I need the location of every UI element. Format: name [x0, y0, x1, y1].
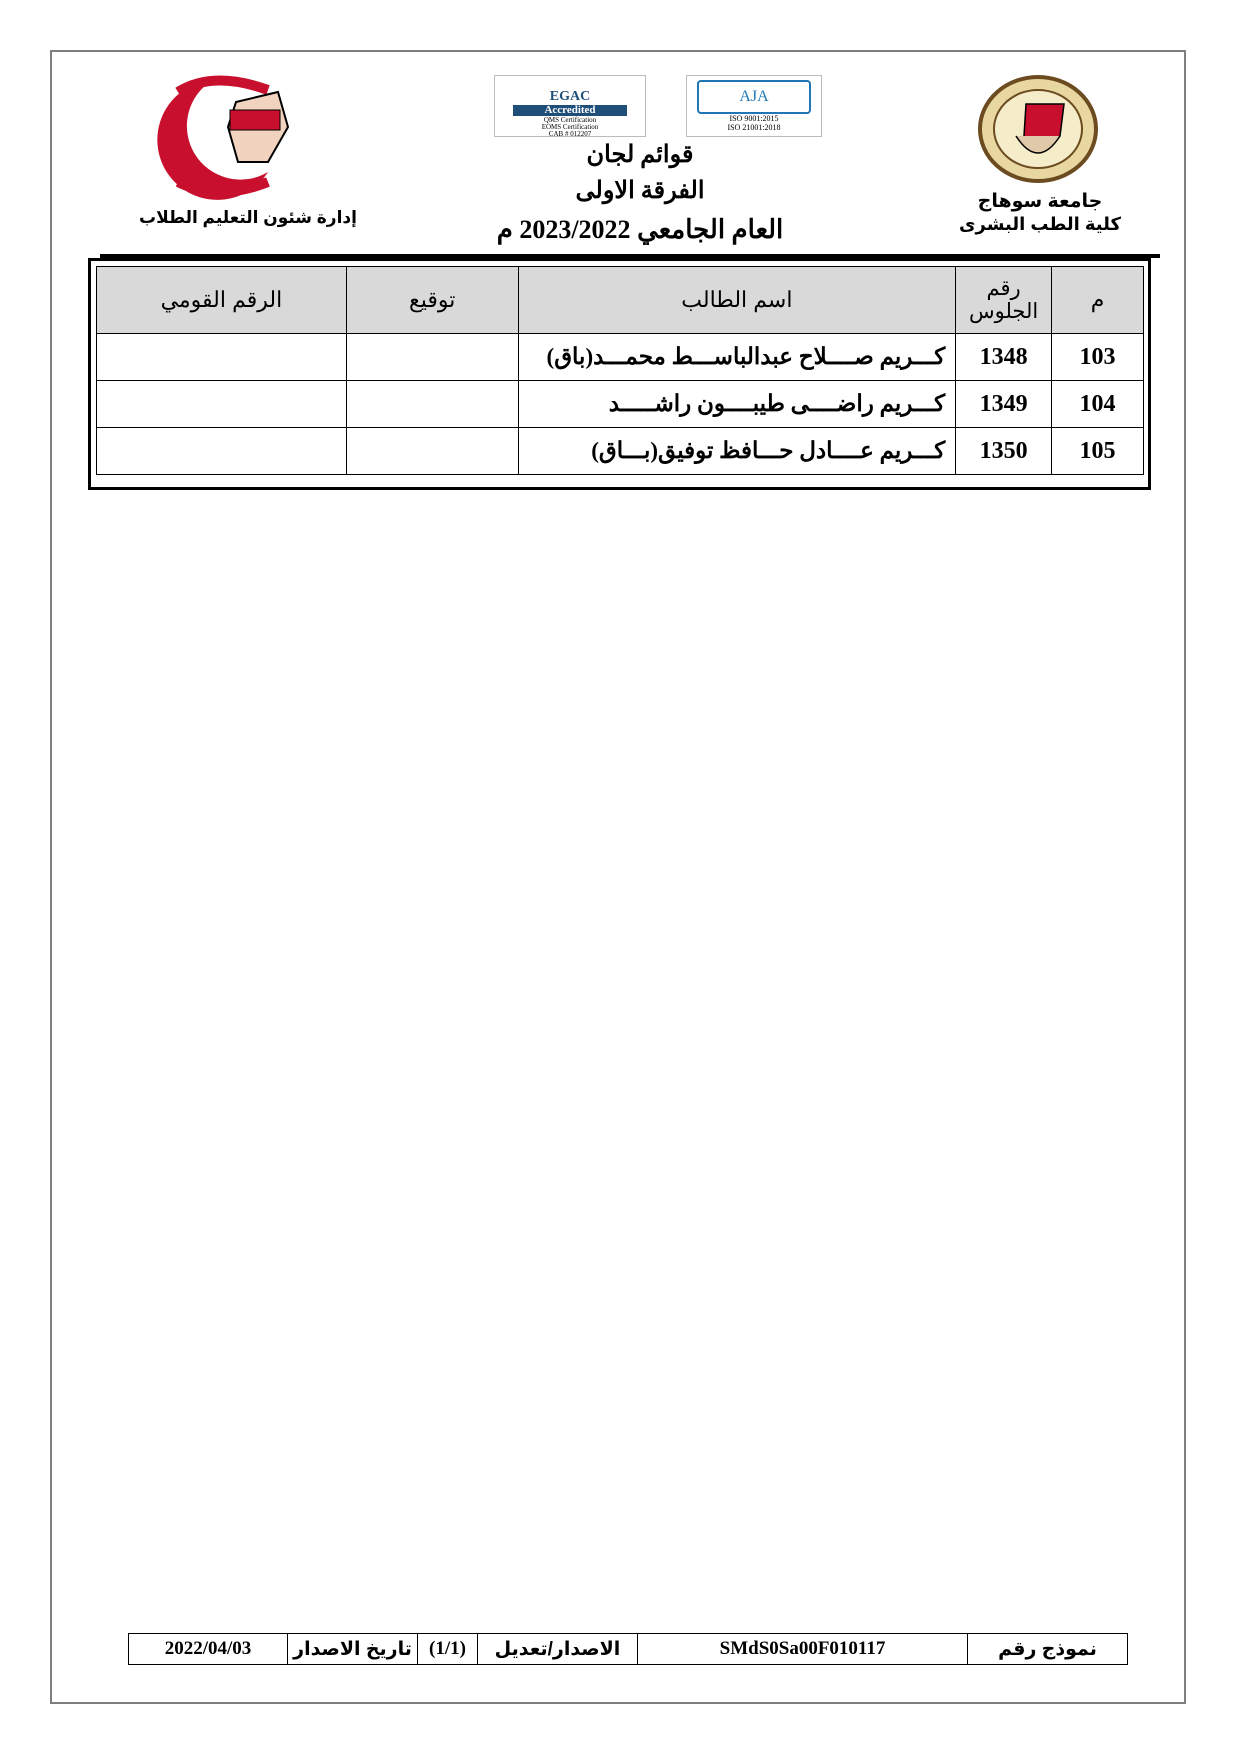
header-signature: توقيع [346, 267, 518, 334]
seat-cell: 1348 [956, 334, 1052, 381]
form-number-label: نموذج رقم [967, 1634, 1127, 1664]
seat-cell: 1349 [956, 381, 1052, 428]
committee-table [96, 266, 1144, 475]
faculty-name: كلية الطب البشرى [959, 214, 1121, 234]
header-national-id: الرقم القومي [97, 267, 347, 334]
student-name-cell: كـــريم عــــادل حـــافظ توفيق(بـــاق) [518, 428, 956, 475]
table-row [97, 428, 1144, 475]
department-label: إدارة شئون التعليم الطلاب [139, 208, 357, 227]
student-name-cell: كـــريم صــــلاح عبدالباســـط محمـــد(باق) [518, 334, 956, 381]
title-academic-year: العام الجامعي 2023/2022 م [496, 215, 784, 244]
signature-cell[interactable] [346, 381, 518, 428]
header-student-name: اسم الطالب [518, 267, 956, 334]
issue-date-label: تاريخ الاصدار [287, 1634, 417, 1664]
national-id-cell[interactable] [97, 428, 347, 475]
title-year-group: الفرقة الاولى [575, 178, 705, 204]
seat-cell: 1350 [956, 428, 1052, 475]
signature-cell[interactable] [346, 428, 518, 475]
table-row [97, 381, 1144, 428]
university-logo [976, 74, 1100, 184]
document-footer [128, 1633, 1128, 1665]
national-id-cell[interactable] [97, 381, 347, 428]
national-id-cell[interactable] [97, 334, 347, 381]
table-header-row [97, 267, 1144, 334]
signature-cell[interactable] [346, 334, 518, 381]
serial-cell: 104 [1052, 381, 1144, 428]
title-committee-lists: قوائم لجان [586, 142, 694, 168]
student-name-cell: كـــريم راضــــى طيبــــون راشـــــد [518, 381, 956, 428]
serial-cell: 103 [1052, 334, 1144, 381]
university-name: جامعة سوهاج [977, 191, 1103, 212]
table-row [97, 334, 1144, 381]
aja-cert-logo: AJA ISO 9001:2015 ISO 21001:2018 [686, 75, 822, 137]
egac-cert-logo: EGAC Accredited QMS Certification EOMS Certification CAB # 012207 [494, 75, 646, 137]
header-seat-number: رقم الجلوس [956, 267, 1052, 334]
faculty-logo [118, 72, 308, 200]
form-number: SMdS0Sa00F010117 [637, 1634, 967, 1664]
header-serial: م [1052, 267, 1144, 334]
revision-label: الاصدار/تعديل [477, 1634, 637, 1664]
issue-date: 2022/04/03 [164, 1638, 252, 1659]
revision-value: (1/1) [417, 1634, 477, 1664]
serial-cell: 105 [1052, 428, 1144, 475]
